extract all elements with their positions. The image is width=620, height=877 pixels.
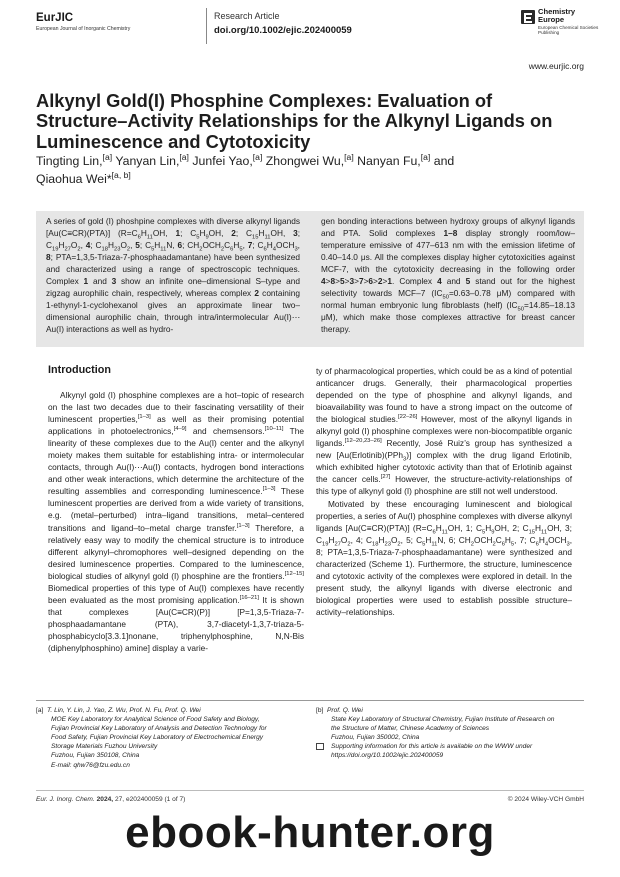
email-link[interactable]: E-mail: qhw76@fzu.edu.cn <box>51 761 130 769</box>
author-list: Tingting Lin,[a] Yanyan Lin,[a] Junfei Yao,[a] Zhongwei Wu,[a] Nanyan Fu,[a] and Qiaohua Wei*[a, b] <box>36 151 455 186</box>
journal-name: EurJIC <box>36 12 74 24</box>
affiliation-a-address: MOE Key Laboratory for Analytical Science of Food Safety and Biology, Fujian Provincial Key Laboratory of Analysis and Detection Technology for Food Safety, Fujian Provincial Key Laboratory of Electrochemical Energy Storage Materials Fuzhou University Fuzhou, Fujian 350108, China E-mail: qhw76@fzu.edu.cn <box>36 715 306 770</box>
body-right-column: ty of pharmacological properties, which could be as a kind of potential anticancer drugs. Generally, their pharmacological properties depended on the type of phosphine and alkynyl ligands, and bioavailability was found to have a strong impact on the outcome of the biological studies.[22–26] However, most of the alkynyl ligands in alkynyl gold (I) phosphine complexes were non-biocompatible organic ligands.[12–20,23–26] Recently, José Ruiz’s group has synthesized a new [Au(Erlotinib)(PPh$_3$)] complex with the drug ligand Erlotinib, which exhibited higher cytotoxic activity than that of Erlotinib against the cancer cells.[27] However, the structure-activity-relationships of this type of alkynyl gold (I) phosphine are still not well understood. Motivated by these encouraging luminescent and biological properties, a series of Au(I) phosphine complexes with diverse alkynyl ligands [Au(C≡CR)(PTA)] ($R=C_6H_{11}OH$, 1; $C_5H_9OH$, 2; $C_{15}H_{11}OH$, 3; $C_{19}H_{27}O_2$, 4; $C_{18}H_{23}O_2$, 5; $C_5H_{11}N$, 6; $CH_2OCH_2C_6H_5$, 7; $C_6H_4OCH_3$, 8; PTA=1,3,5-Triaza-7-phosphaadamantane) were synthesized and characterized (Scheme 1). Furthermore, the structure, luminescence and cytotoxic activity of the complexes were explored in detail. In the present study, the alkynyl ligands with diverse electronic and biological properties were used to establish possible structure–activity–relationships. <box>316 366 573 617</box>
watermark-text: ebook-hunter.org <box>125 808 495 857</box>
document-icon <box>316 743 324 750</box>
doi-link[interactable]: doi.org/10.1002/ejic.202400059 <box>214 25 352 36</box>
citation-line: Eur. J. Inorg. Chem. 2024, 27, e202400059 (1 of 7) <box>36 796 186 803</box>
author-name[interactable]: Yanyan Lin, <box>115 154 180 168</box>
abstract-box <box>36 211 584 347</box>
copyright-notice: © 2024 Wiley-VCH GmbH <box>507 796 584 803</box>
chemistry-europe-icon <box>521 10 535 24</box>
footer-divider <box>36 790 584 791</box>
author-name[interactable]: Zhongwei Wu, <box>265 154 345 168</box>
article-type: Research Article <box>214 11 280 21</box>
journal-website-link[interactable]: www.eurjic.org <box>528 61 584 71</box>
publisher-subtitle: European Chemical Societies Publishing <box>538 25 599 36</box>
section-heading-introduction: Introduction <box>48 364 111 376</box>
body-left-column: Alkynyl gold (I) phosphine complexes are a hot–topic of research on the last two decades due to their fascinating versatility of their luminescent properties,[1–3] as well as their promising potential applications in photoelectronics,[4–9] and chemsensors.[10–11] The linearity of these complexes due to the Au(I) center and the alkynyl moiety makes them suitable for establishing intra- or intermolecular contacts, through Au(I)⋯Au(I) contacts, hydrogen bond interactions and other weak interactions, which determine the architecture of the resulting assemblies and corresponding luminescence.[1–3] These luminescent properties are derived from a wide variety of transitions, e.g. (metal–perturbed) intra–ligand transitions, metal–centered transitions and ligand–to–metal charge transfer.[1–3] Therefore, a relatively easy way to modify the chemical structure is to introduce different alkynyl–chromophores well–designed depending on the desired luminescence properties. Compared to the luminescence, biological studies of alkynyl gold (I) phosphine are the frontiers.[12–15] Biomedical properties of this type of Au(I) complexes have recently been evaluated as the most promising application.[16–21] It is shown that complexes [Au(C≡CR)(P)] [P=1,3,5-Triaza-7-phosphaadamantane (PTA), 3,7-diacetyl-1,3,7-triaza-5-phosphabicyclo[3.3.1]nonane, triphenylphosphine, N,N-Bis (diphenylphosphino) amine] display a varie- <box>48 390 305 653</box>
affiliation-b: [b] Prof. Q. Wei State Key Laboratory of Structural Chemistry, Fujian Institute of Research on the Structure of Matter, Chinese Academy of Sciences Fuzhou, Fujian 350002, China Supporting information for this article is available on the WWW under https://doi.org/10.1002/ejic.202400059 <box>316 706 591 761</box>
abstract-left-column: A series of gold (I) phoshpine complexes with diverse alkynyl ligands [Au(C≡CR)(PTA)] ($R=C_6H_{11}OH$, 1; $C_5H_9OH$, 2; $C_{15}H_{11}OH$, 3; $C_{19}H_{27}O_2$, 4; $C_{18}H_{23}O_2$, 5; $C_5H_{11}N$, 6; $CH_2OCH_2C_6H_5$, 7; $C_6H_4OCH_3$, 8; PTA=1,3,5-Triaza-7-phosphaadamantane) have been synthesized and characterized using a range of spectroscopic techniques. Complex 1 and 3 show an infinite one–dimensional S–type and zigzag aurophilic chain, respectively, whereas complex 2 containing 1-ethynyl-1-cyclohexanol gives an approximate linear two–dimensional aurophilic chain, through intra/intermolecular Au(I)⋯Au(I) interactions as well as hydro- <box>46 216 301 334</box>
affiliation-a: [a] T. Lin, Y. Lin, J. Yao, Z. Wu, Prof. N. Fu, Prof. Q. Wei MOE Key Laboratory for Analytical Science of Food Safety and Biology, Fujian Provincial Key Laboratory of Analysis and Detection Technology for Food Safety, Fujian Provincial Key Laboratory of Electrochemical Energy Storage Materials Fuzhou University Fuzhou, Fujian 350108, China E-mail: qhw76@fzu.edu.cn <box>36 706 306 770</box>
header-divider <box>206 8 207 44</box>
abstract-right-column: gen bonding interactions between hydroxy groups of alkynyl ligands and PTA. Solid complexes 1–8 display strongly room/low–temperature emissive of 477–613 nm with the emission lifetime of 0.40–14.0 μs. All the complexes display higher cytotoxicities against MCF-7, with the cytotoxicity decreasing in the following order 4>8>5>3>7>6>2>1. Complex 4 and 5 stand out for the highest selectivity towards MCF–7 ($IC_{50}=0.63-0.78$ μM) compared with normal human embryonic lung fibroblasts (helf) ($IC_{50}=14.85-18.13$ μM), which make those complexes attractive for breast cancer therapy. <box>321 216 576 334</box>
supporting-info-link[interactable]: https://doi.org/10.1002/ejic.202400059 <box>331 752 444 760</box>
affiliation-b-address: State Key Laboratory of Structural Chemistry, Fujian Institute of Research on the Structure of Matter, Chinese Academy of Sciences Fuzhou, Fujian 350002, China <box>331 716 555 742</box>
article-title: Alkynyl Gold(I) Phosphine Complexes: Evaluation of Structure–Activity Relationships for the Alkynyl Ligands on Luminescence and Cytotoxicity <box>36 90 553 152</box>
supporting-information-note: Supporting information for this article is available on the WWW under https://doi.org/10.1002/ejic.202400059 <box>316 742 591 760</box>
author-name[interactable]: Qiaohua Wei* <box>36 171 112 186</box>
footnote-divider <box>36 700 584 701</box>
journal-full-name: European Journal of Inorganic Chemistry <box>36 26 131 32</box>
author-name[interactable]: Junfei Yao, <box>192 154 253 168</box>
publisher-name: Chemistry Europe <box>538 7 576 24</box>
author-name[interactable]: Nanyan Fu, <box>357 154 421 168</box>
author-name[interactable]: Tingting Lin, <box>36 154 103 168</box>
